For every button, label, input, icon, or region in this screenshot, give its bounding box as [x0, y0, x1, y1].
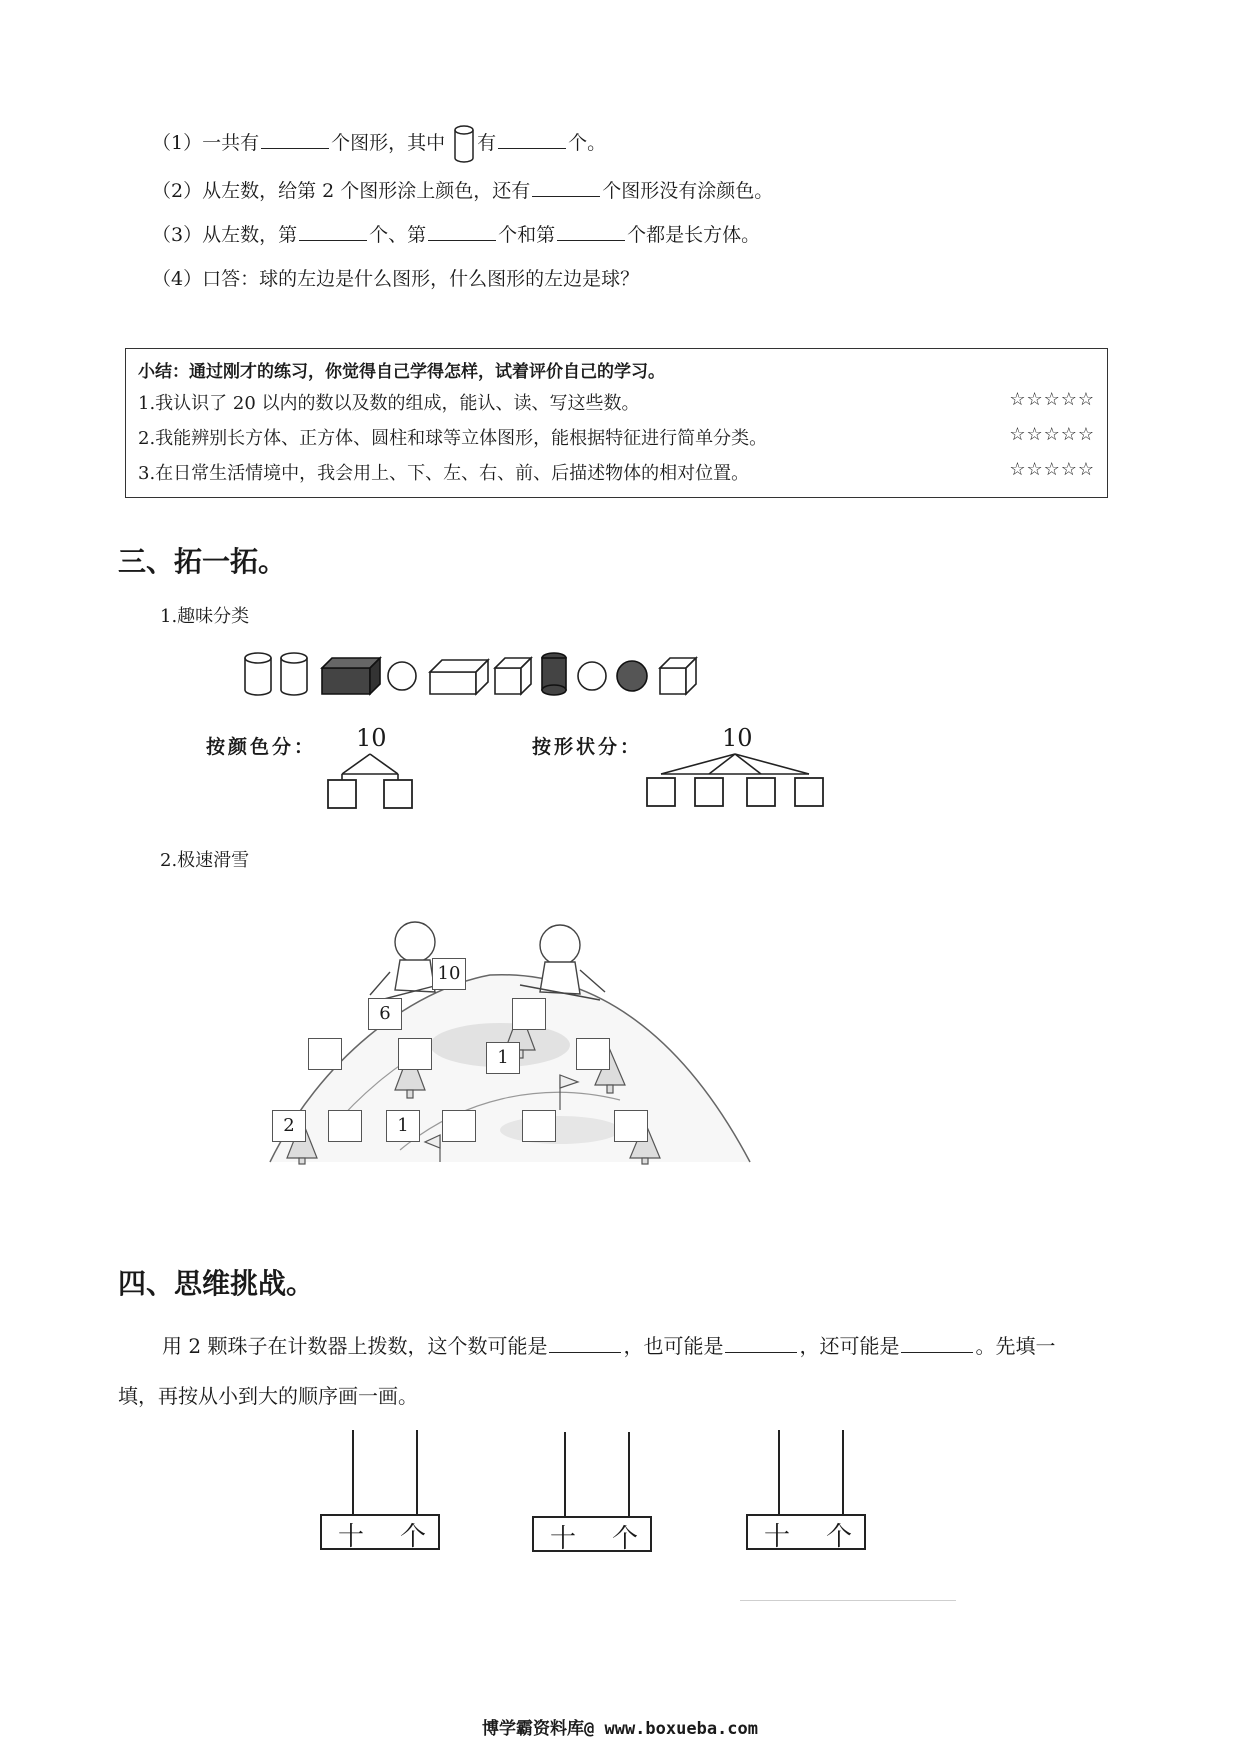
- ones-rod: [842, 1430, 844, 1514]
- tens-label: 十: [764, 1522, 791, 1552]
- challenge-line-1: 用 2 颗珠子在计数器上拨数，这个数可能是 ，也可能是 ，还可能是 。先填一: [162, 1334, 1056, 1358]
- shape-total: 10: [722, 724, 753, 752]
- rating-stars[interactable]: ☆☆☆☆☆: [1009, 424, 1095, 445]
- abacus-base: [746, 1514, 866, 1550]
- subsection-ski: 2.极速滑雪: [160, 850, 250, 871]
- cylinder-icon: [245, 653, 271, 695]
- ones-rod: [416, 1430, 418, 1514]
- shape-split-tree: [645, 752, 825, 814]
- answer-blank[interactable]: [428, 222, 496, 241]
- section-3-heading: 三、拓一拓。: [118, 545, 287, 578]
- answer-blank[interactable]: [557, 222, 625, 241]
- tens-rod: [778, 1430, 780, 1514]
- subsection-fun-classify: 1.趣味分类: [160, 606, 250, 627]
- sphere-icon: [578, 662, 606, 690]
- classify-by-shape-label: 按形状分：: [532, 736, 643, 758]
- rating-stars[interactable]: ☆☆☆☆☆: [1009, 389, 1095, 410]
- question-1: （1）一共有 个图形，其中 有 个。: [152, 124, 606, 164]
- answer-blank[interactable]: [532, 178, 600, 197]
- cuboid-icon: [430, 660, 488, 694]
- abacus-base: [532, 1516, 652, 1552]
- summary-item: 2.我能辨别长方体、正方体、圆柱和球等立体图形，能根据特征进行简单分类。 ☆☆☆☆☆: [138, 424, 1095, 449]
- question-4: （4）口答：球的左边是什么图形，什么图形的左边是球？: [152, 268, 640, 290]
- question-2: （2）从左数，给第 2 个图形涂上颜色，还有 个图形没有涂颜色。: [152, 180, 774, 202]
- ski-box-empty[interactable]: [442, 1110, 476, 1142]
- tens-rod: [352, 1430, 354, 1514]
- summary-item: 1.我认识了 20 以内的数以及数的组成，能认、读、写这些数。 ☆☆☆☆☆: [138, 389, 1095, 414]
- challenge-line-2: 填，再按从小到大的顺序画一画。: [118, 1384, 418, 1408]
- ones-label: 个: [826, 1522, 853, 1552]
- summary-title: 小结：通过刚才的练习，你觉得自己学得怎样，试着评价自己的学习。: [138, 362, 665, 382]
- ski-box-top[interactable]: 10: [432, 958, 466, 990]
- abacus[interactable]: [320, 1430, 450, 1560]
- faint-divider: [740, 1600, 956, 1601]
- summary-item: 3.在日常生活情境中，我会用上、下、左、右、前、后描述物体的相对位置。 ☆☆☆☆☆: [138, 459, 1095, 484]
- summary-box: [125, 348, 1108, 498]
- ski-box-empty[interactable]: [614, 1110, 648, 1142]
- tens-rod: [564, 1432, 566, 1516]
- shapes-row: [240, 650, 710, 700]
- answer-blank[interactable]: [901, 1334, 973, 1353]
- cube-icon: [660, 658, 696, 694]
- sphere-icon: [388, 662, 416, 690]
- answer-box[interactable]: [747, 778, 775, 806]
- answer-blank[interactable]: [299, 222, 367, 241]
- ones-label: 个: [400, 1522, 427, 1552]
- ski-box-empty[interactable]: [522, 1110, 556, 1142]
- cube-icon: [495, 658, 531, 694]
- abacus[interactable]: [746, 1430, 876, 1560]
- ski-box-left-mid[interactable]: 6: [368, 998, 402, 1030]
- answer-box[interactable]: [647, 778, 675, 806]
- cylinder-icon: [453, 124, 475, 164]
- ones-label: 个: [612, 1524, 639, 1554]
- ski-box-empty[interactable]: [512, 998, 546, 1030]
- ski-box-bottom-left[interactable]: 2: [272, 1110, 306, 1142]
- ones-rod: [628, 1432, 630, 1516]
- ski-box-empty[interactable]: [308, 1038, 342, 1070]
- classify-by-color-label: 按颜色分：: [206, 736, 317, 758]
- tens-label: 十: [550, 1524, 577, 1554]
- question-3: （3）从左数，第 个、第 个和第 个都是长方体。: [152, 224, 761, 246]
- ski-box-empty[interactable]: [328, 1110, 362, 1142]
- footer-watermark: 博学霸资料库@ www.boxueba.com: [482, 1719, 758, 1739]
- rating-stars[interactable]: ☆☆☆☆☆: [1009, 459, 1095, 480]
- ski-box-empty[interactable]: [576, 1038, 610, 1070]
- section-4-heading: 四、思维挑战。: [118, 1267, 315, 1300]
- dark-cylinder-icon: [542, 653, 566, 695]
- answer-box[interactable]: [795, 778, 823, 806]
- color-total: 10: [356, 724, 387, 752]
- answer-blank[interactable]: [261, 130, 329, 149]
- answer-blank[interactable]: [725, 1334, 797, 1353]
- dark-cuboid-icon: [322, 658, 380, 694]
- answer-box[interactable]: [384, 780, 412, 808]
- ski-box-center[interactable]: 1: [486, 1042, 520, 1074]
- answer-blank[interactable]: [498, 130, 566, 149]
- ski-hill: [260, 900, 760, 1180]
- tens-label: 十: [338, 1522, 365, 1552]
- abacus[interactable]: [532, 1432, 662, 1562]
- answer-blank[interactable]: [549, 1334, 621, 1353]
- ski-box-empty[interactable]: [398, 1038, 432, 1070]
- cylinder-icon: [281, 653, 307, 695]
- answer-box[interactable]: [328, 780, 356, 808]
- ski-box-bottom-mid[interactable]: 1: [386, 1110, 420, 1142]
- abacus-base: [320, 1514, 440, 1550]
- dark-sphere-icon: [617, 661, 647, 691]
- color-split-tree: [320, 752, 420, 814]
- answer-box[interactable]: [695, 778, 723, 806]
